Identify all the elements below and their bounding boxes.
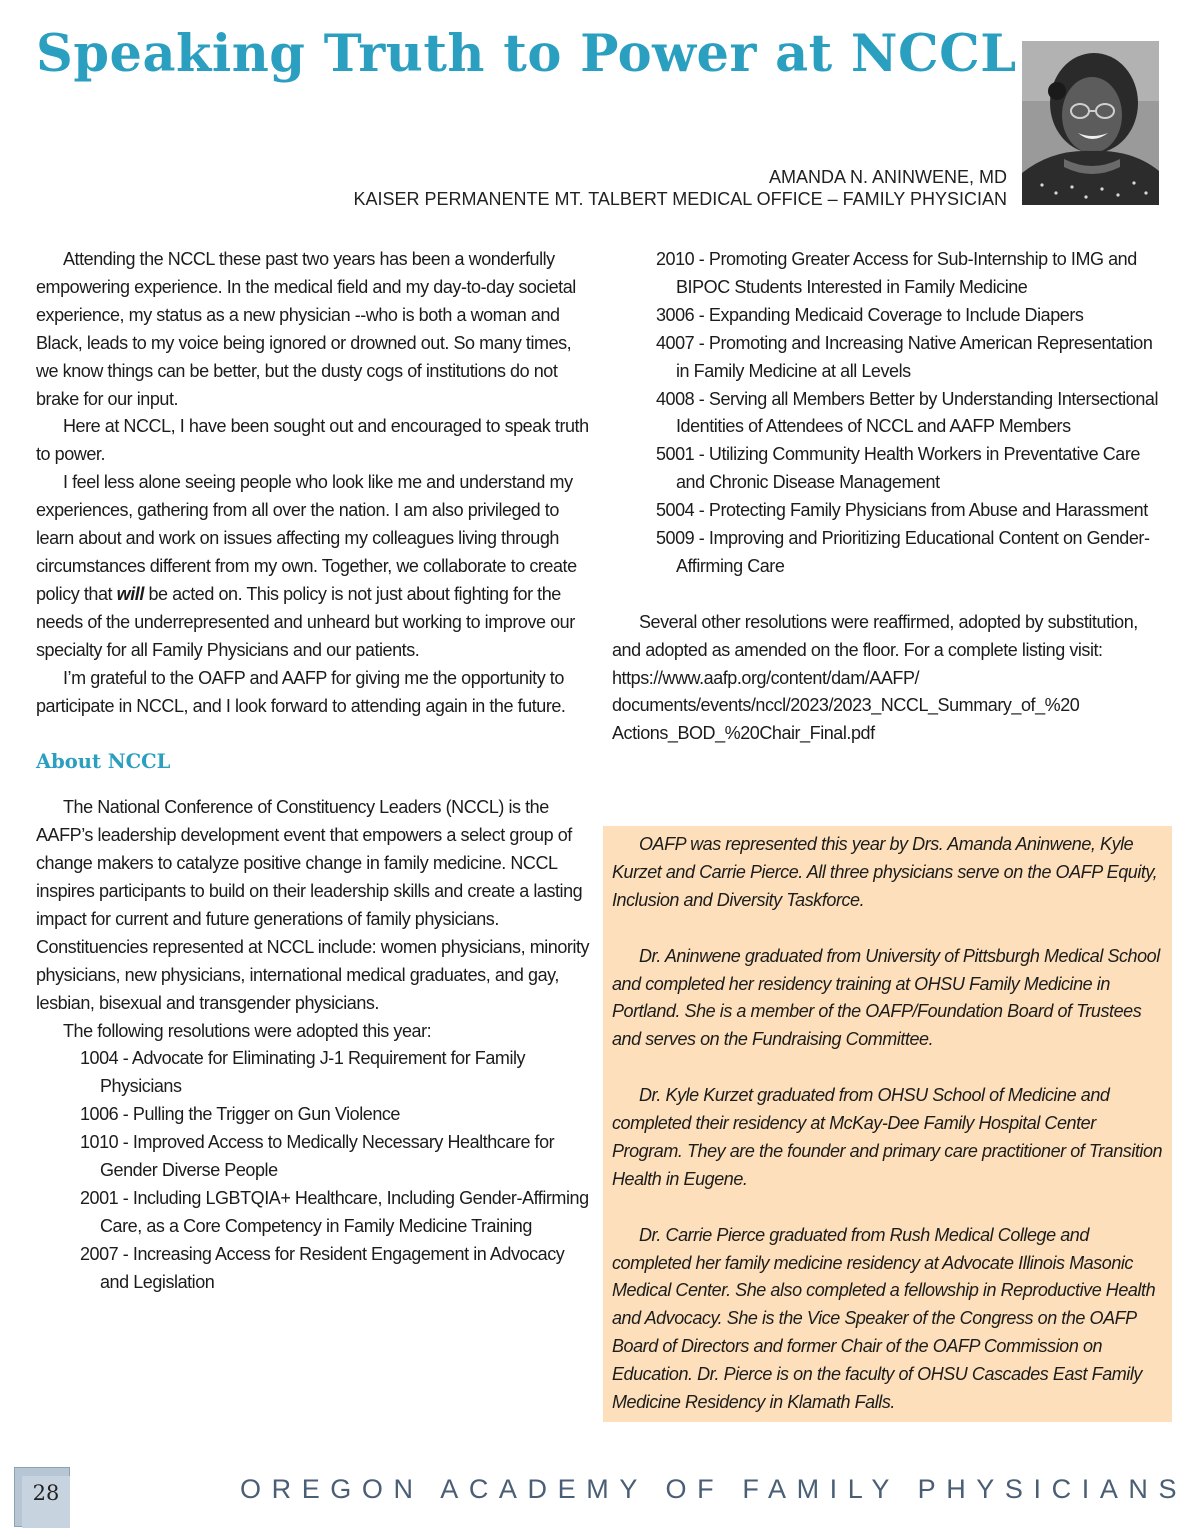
other-resolutions-paragraph bbox=[612, 609, 1160, 749]
spacer bbox=[612, 1194, 1163, 1222]
resolutions-url-line[interactable]: documents/events/nccl/2023/2023_NCCL_Summary_of_%20 bbox=[612, 695, 1080, 716]
intro-text: I feel less alone seeing people who look like me and understand my experiences, gathering from all over the nation. I am also privileged to learn about and work on issues affecting my colleagues living through circumstances different from my own. Together, we collaborate to create policy that bbox=[36, 472, 577, 604]
intro-paragraph: Attending the NCCL these past two years has been a wonderfully empowering experience. In the medical field and my day-to-day societal experience, my status as a new physician --who is both a woman and Black, leads to my voice being ignored or drowned out. So many times, we know things can be better, but the dusty cogs of institutions do not brake for our input. bbox=[36, 249, 576, 409]
page-number: 28 bbox=[22, 1476, 70, 1528]
about-paragraph: The National Conference of Constituency Leaders (NCCL) is the AAFP’s leadership development event that empowers a select group of change makers to catalyze positive change in family medicine. NCCL inspires participants to build on their leadership skills and create a lasting impact for current and future generations of family physicians. Constituencies represented at NCCL include: women physicians, minority physicians, new physicians, international medical graduates, and gay, lesbian, bisexual and transgender physicians. bbox=[36, 797, 590, 1013]
article-title: Speaking Truth to Power at NCCL bbox=[36, 24, 1017, 84]
resolution-item: 5009 - Improving and Prioritizing Educational Content on Gender-Affirming Care bbox=[656, 528, 1150, 576]
right-column bbox=[612, 246, 1160, 748]
resolution-item: 2010 - Promoting Greater Access for Sub-Internship to IMG and BIPOC Students Interested in Family Medicine bbox=[656, 249, 1137, 297]
author-affiliation: KAISER PERMANENTE MT. TALBERT MEDICAL OFFICE – FAMILY PHYSICIAN bbox=[353, 189, 1007, 209]
callout-paragraph: OAFP was represented this year by Drs. Amanda Aninwene, Kyle Kurzet and Carrie Pierce. All three physicians serve on the OAFP Equity, Inclusion and Diversity Taskforce. bbox=[612, 834, 1158, 910]
resolution-item: 1010 - Improved Access to Medically Necessary Healthcare for Gender Diverse People bbox=[80, 1132, 555, 1181]
resolution-item: 1006 - Pulling the Trigger on Gun Violence bbox=[80, 1104, 400, 1125]
resolution-item: 2007 - Increasing Access for Resident Engagement in Advocacy and Legislation bbox=[80, 1243, 565, 1292]
author-portrait-illustration bbox=[1022, 41, 1159, 205]
about-heading: About NCCL bbox=[36, 750, 171, 774]
spacer bbox=[612, 915, 1163, 943]
other-resolutions-text: Several other resolutions were reaffirmed, adopted by substitution, and adopted as amended on the floor. For a complete listing visit: bbox=[612, 611, 1138, 660]
resolution-item: 4008 - Serving all Members Better by Understanding Intersectional Identities of Attendees of NCCL and AAFP Members bbox=[656, 388, 1159, 437]
emphasis-will: will bbox=[116, 583, 144, 604]
resolutions-url-line[interactable]: https://www.aafp.org/content/dam/AAFP/ bbox=[612, 667, 920, 688]
resolution-item: 2001 - Including LGBTQIA+ Healthcare, Including Gender-Affirming Care, as a Core Competency in Family Medicine Training bbox=[80, 1188, 589, 1236]
callout-paragraph: Dr. Aninwene graduated from University of Pittsburgh Medical School and completed her residency training at OHSU Family Medicine in Portland. She is a member of the OAFP/Foundation Board of Trustees and serves on the Fundraising Committee. bbox=[612, 945, 1160, 1050]
intro-paragraph: I’m grateful to the OAFP and AAFP for giving me the opportunity to participate in NCCL, and I look forward to attending again in the future. bbox=[36, 667, 566, 716]
resolution-item: 5004 - Protecting Family Physicians from Abuse and Harassment bbox=[656, 500, 1148, 521]
intro-continuation: be acted on. This policy is not just about fighting for the needs of the underrepresented and unheard but working to improve our specialty for all Family Physicians and our patients. bbox=[36, 583, 575, 660]
resolution-item: 1004 - Advocate for Eliminating J-1 Requirement for Family Physicians bbox=[80, 1048, 526, 1097]
callout-paragraph: Dr. Carrie Pierce graduated from Rush Medical College and completed her family medicine residency at Advocate Illinois Masonic Medical Center. She also completed a fellowship in Reproductive Health and Advocacy. She is the Vice Speaker of the Congress on the OAFP Board of Directors and former Chair of the OAFP Commission on Education. Dr. Pierce is on the faculty of OHSU Cascades East Family Medicine Residency in Klamath Falls. bbox=[612, 1224, 1156, 1413]
spacer bbox=[612, 581, 1160, 609]
intro-paragraph bbox=[36, 469, 592, 664]
spacer bbox=[612, 1054, 1163, 1082]
author-photo bbox=[1022, 41, 1159, 205]
author-name: AMANDA N. ANINWENE, MD bbox=[768, 167, 1007, 187]
resolutions-intro: The following resolutions were adopted this year: bbox=[63, 1020, 432, 1041]
representatives-callout bbox=[603, 826, 1172, 1422]
callout-paragraph: Dr. Kyle Kurzet graduated from OHSU School of Medicine and completed their residency at McKay-Dee Family Hospital Center Program. They are the founder and primary care practitioner of Transition Health in Eugene. bbox=[612, 1085, 1163, 1189]
resolutions-url-line[interactable]: Actions_BOD_%20Chair_Final.pdf bbox=[612, 723, 875, 744]
resolution-item: 5001 - Utilizing Community Health Workers in Preventative Care and Chronic Disease Management bbox=[656, 444, 1140, 493]
author-byline bbox=[354, 166, 1007, 210]
resolution-item: 3006 - Expanding Medicaid Coverage to Include Diapers bbox=[656, 304, 1084, 325]
intro-paragraph: Here at NCCL, I have been sought out and encouraged to speak truth to power. bbox=[36, 416, 589, 465]
resolution-item: 4007 - Promoting and Increasing Native American Representation in Family Medicine at all Levels bbox=[656, 332, 1153, 381]
left-column bbox=[36, 246, 592, 1297]
footer-organization: OREGON ACADEMY OF FAMILY PHYSICIANS bbox=[240, 1474, 1188, 1504]
